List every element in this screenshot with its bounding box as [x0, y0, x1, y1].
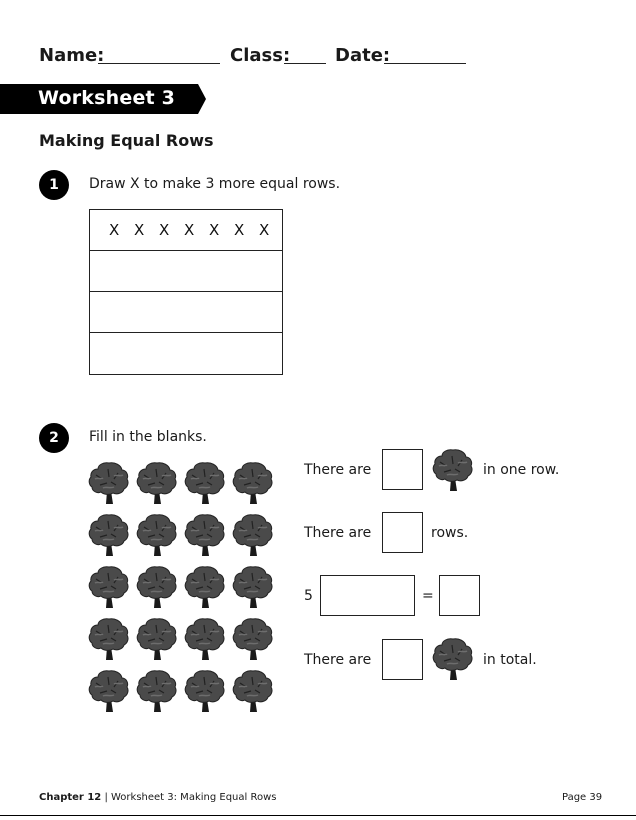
tree-icon [232, 565, 274, 609]
x-mark: X [184, 221, 195, 239]
date-field[interactable] [384, 63, 466, 64]
tree-icon [232, 617, 274, 661]
grid-row-4[interactable] [90, 333, 282, 374]
class-field[interactable] [284, 63, 326, 64]
tree-icon [136, 565, 178, 609]
footer-chapter-info [39, 792, 276, 803]
equals-sign: = [422, 588, 434, 604]
tree-icon [88, 669, 130, 713]
equation-result-box[interactable] [439, 575, 480, 616]
grid-row-1 [90, 210, 282, 251]
footer-chapter: Chapter 12 [39, 792, 102, 803]
tree-icon [88, 565, 130, 609]
section-subtitle: Making Equal Rows [39, 131, 214, 150]
x-mark: X [159, 221, 170, 239]
x-mark: X [109, 221, 120, 239]
line-2-prefix: There are [304, 525, 372, 541]
tree-icon [136, 669, 178, 713]
question-2-instruction: Fill in the blanks. [89, 429, 207, 445]
tree-icon [184, 513, 226, 557]
tree-icon [432, 448, 474, 492]
grid-row-3[interactable] [90, 292, 282, 333]
equation-expression-box[interactable] [320, 575, 415, 616]
question-1-instruction: Draw X to make 3 more equal rows. [89, 176, 341, 192]
question-1-badge: 1 [39, 170, 69, 200]
tree-icon [136, 461, 178, 505]
equation-number: 5 [304, 588, 313, 604]
footer-section: Worksheet 3: Making Equal Rows [111, 792, 277, 803]
tree-icon [232, 669, 274, 713]
tree-icon [232, 513, 274, 557]
tree-icon [184, 565, 226, 609]
line-2-suffix: rows. [431, 525, 469, 541]
line-1-prefix: There are [304, 462, 372, 478]
tree-icon [136, 513, 178, 557]
footer-rule [0, 815, 636, 816]
date-label: Date: [335, 45, 391, 66]
x-mark: X [134, 221, 145, 239]
name-field[interactable] [98, 63, 220, 64]
name-label: Name: [39, 45, 105, 66]
tree-icon [432, 637, 474, 681]
x-mark: X [209, 221, 220, 239]
class-label: Class: [230, 45, 291, 66]
rows-grid [89, 209, 283, 375]
tree-icon [88, 461, 130, 505]
x-mark: X [234, 221, 245, 239]
footer-page-number: Page 39 [562, 792, 603, 803]
x-mark: X [259, 221, 270, 239]
line-4-prefix: There are [304, 652, 372, 668]
grid-row-2[interactable] [90, 251, 282, 292]
tree-icon [184, 669, 226, 713]
tree-icon [88, 617, 130, 661]
line-1-suffix: in one row. [483, 462, 560, 478]
total-box[interactable] [382, 639, 423, 680]
tree-icon [184, 617, 226, 661]
tree-icon [136, 617, 178, 661]
tree-icon [184, 461, 226, 505]
question-2-badge: 2 [39, 423, 69, 453]
footer-separator: | [101, 792, 111, 803]
tree-icon [232, 461, 274, 505]
tree-icon [88, 513, 130, 557]
row-count-box[interactable] [382, 512, 423, 553]
trees-per-row-box[interactable] [382, 449, 423, 490]
worksheet-title: Worksheet 3 [38, 87, 176, 109]
line-4-suffix: in total. [483, 652, 537, 668]
